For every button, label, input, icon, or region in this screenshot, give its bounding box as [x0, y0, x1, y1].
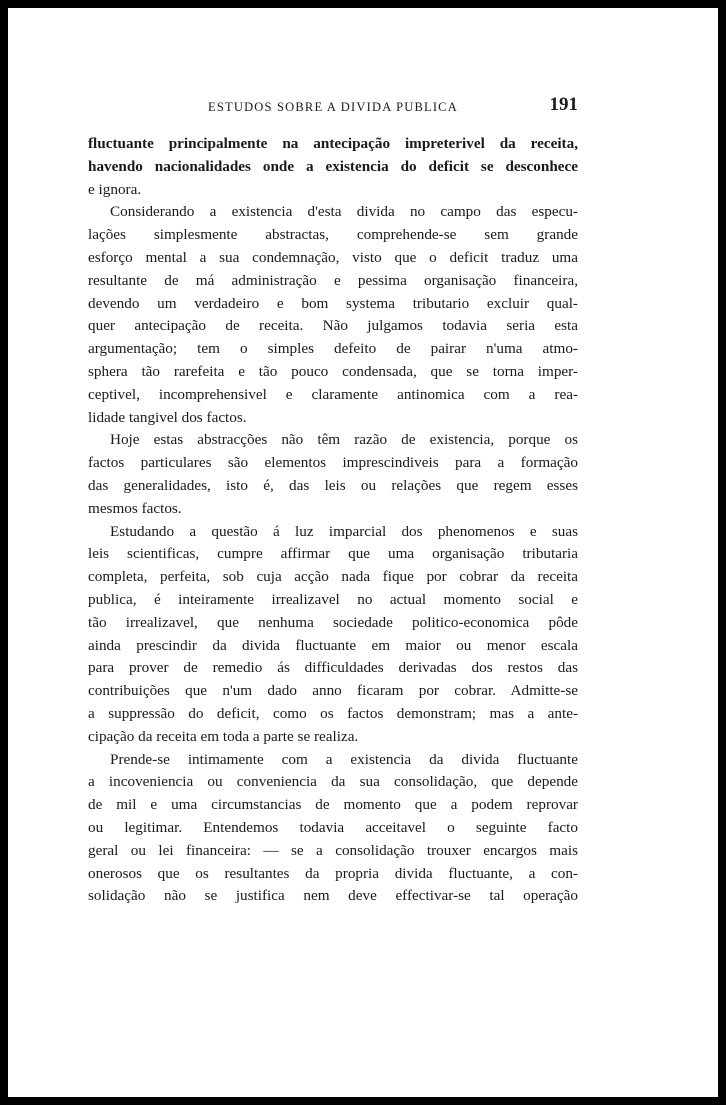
text-line: onerosos que os resultantes da propria divida fluctuante, a con-: [88, 864, 578, 882]
text-line: resultante de má administração e pessima organisação financeira,: [88, 271, 578, 289]
text-line: e ignora.: [88, 180, 142, 198]
text-line: tão irrealizavel, que nenhuma sociedade politico-economica pôde: [88, 613, 578, 631]
text-line: solidação não se justifica nem deve effectivar-se tal operação: [88, 887, 578, 905]
text-line: cipação da receita em toda a parte se realiza.: [88, 727, 359, 745]
text-line: mesmos factos.: [88, 499, 182, 517]
text-line: devendo um verdadeiro e bom systema tributario excluir qual-: [88, 294, 578, 312]
text-line: quer antecipação de receita. Não julgamos todavia seria esta: [88, 317, 578, 335]
text-line: havendo nacionalidades onde a existencia do deficit se desconhece: [88, 157, 578, 175]
running-head: ESTUDOS SOBRE A DIVIDA PUBLICA: [208, 100, 458, 114]
text-line: Prende-se intimamente com a existencia da divida fluctuante: [110, 750, 578, 768]
text-line: contribuições que n'um dado anno ficaram por cobrar. Admitte-se: [88, 682, 578, 700]
text-line: lidade tangivel dos factos.: [88, 408, 247, 426]
text-line: ceptivel, incomprehensivel e claramente antinomica com a rea-: [88, 385, 578, 403]
page-header: [88, 94, 578, 120]
page-number: 191: [549, 94, 578, 115]
text-line: ainda prescindir da divida fluctuante em maior ou menor escala: [88, 636, 578, 654]
text-line: das generalidades, isto é, das leis ou relações que regem esses: [88, 476, 578, 494]
text-line: Estudando a questão á luz imparcial dos phenomenos e suas: [110, 522, 578, 540]
text-line: a suppressão do deficit, como os factos demonstram; mas a ante-: [88, 704, 578, 722]
text-line: Hoje estas abstracções não têm razão de existencia, porque os: [110, 431, 578, 449]
text-line: de mil e uma circumstancias de momento que a podem reprovar: [88, 796, 578, 814]
text-line: leis scientificas, cumpre affirmar que uma organisação tributaria: [88, 545, 578, 563]
text-line: fluctuante principalmente na antecipação impreterivel da receita,: [88, 135, 578, 152]
text-line: para prover de remedio ás difficuldades derivadas dos restos das: [88, 659, 578, 677]
book-page: [8, 8, 718, 1097]
text-line: lações simplesmente abstractas, comprehende-se sem grande: [88, 226, 578, 244]
text-line: sphera tão rarefeita e tão pouco condensada, que se torna imper-: [88, 362, 578, 380]
text-line: geral ou lei financeira: — se a consolidação trouxer encargos mais: [88, 841, 578, 859]
text-line: argumentação; tem o simples defeito de pairar n'uma atmo-: [88, 340, 578, 358]
text-line: ou legitimar. Entendemos todavia acceitavel o seguinte facto: [88, 818, 578, 836]
text-line: Considerando a existencia d'esta divida no campo das especu-: [110, 203, 578, 221]
text-line: esforço mental a sua condemnação, visto que o deficit traduz uma: [88, 248, 578, 266]
page-body: [88, 133, 578, 908]
text-line: completa, perfeita, sob cuja acção nada fique por cobrar da receita: [88, 568, 578, 586]
text-line: publica, é inteiramente irrealizavel no actual momento social e: [88, 590, 578, 608]
text-line: factos particulares são elementos imprescindiveis para a formação: [88, 454, 578, 472]
text-line: a incoveniencia ou conveniencia da sua consolidação, que depende: [88, 773, 578, 791]
